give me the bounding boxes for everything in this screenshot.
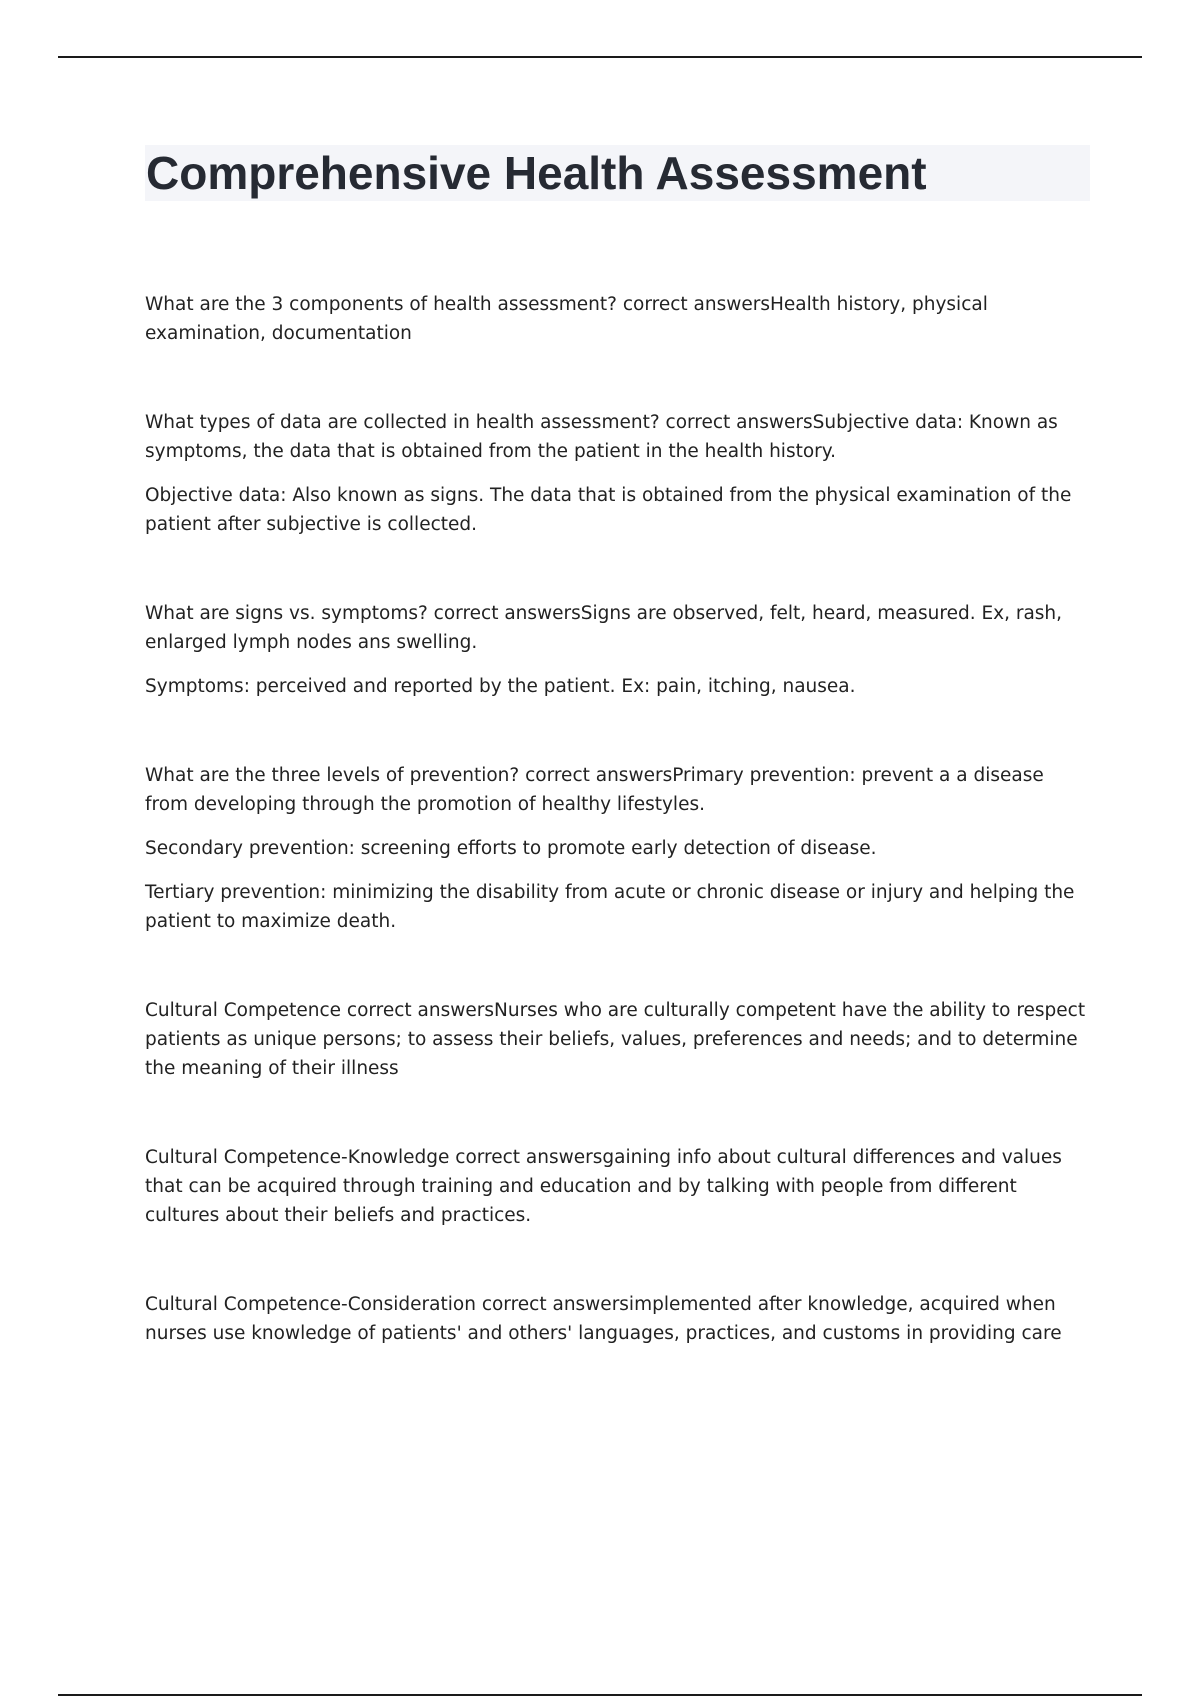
qa-paragraph: Cultural Competence correct answersNurses who are culturally competent have the ability to respect patients as unique persons; to assess their beliefs, values, preferences and needs; and to determine the meaning of their illness	[145, 1000, 1086, 1079]
qa-content	[145, 290, 1090, 1408]
qa-paragraph: Secondary prevention: screening efforts to promote early detection of disease.	[145, 838, 877, 859]
qa-paragraph: Objective data: Also known as signs. The data that is obtained from the physical examination of the patient after subjective is collected.	[145, 485, 1072, 535]
qa-paragraph: What are the 3 components of health assessment? correct answersHealth history, physical examination, documentation	[145, 294, 988, 344]
footer-rule	[58, 1694, 1142, 1696]
qa-paragraph: Tertiary prevention: minimizing the disability from acute or chronic disease or injury and helping the patient to maximize death.	[145, 882, 1075, 932]
qa-paragraph: Cultural Competence-Consideration correct answersimplemented after knowledge, acquired when nurses use knowledge of patients' and others' languages, practices, and customs in providing care	[145, 1294, 1062, 1344]
qa-entry-components	[145, 290, 1090, 348]
qa-paragraph: What are signs vs. symptoms? correct answersSigns are observed, felt, heard, measured. Ex, rash, enlarged lymph nodes ans swelling.	[145, 603, 1063, 653]
qa-entry-prevention-levels	[145, 761, 1090, 936]
qa-entry-data-types	[145, 408, 1090, 539]
qa-paragraph: Symptoms: perceived and reported by the patient. Ex: pain, itching, nausea.	[145, 676, 856, 697]
document-title: Comprehensive Health Assessment	[146, 147, 927, 199]
qa-entry-cultural-competence	[145, 996, 1090, 1083]
qa-paragraph: What are the three levels of prevention? correct answersPrimary prevention: prevent a a disease from developing through the promotion of healthy lifestyles.	[145, 765, 1044, 815]
qa-paragraph: What types of data are collected in health assessment? correct answersSubjective data: Known as symptoms, the data that is obtained from the patient in the health history.	[145, 412, 1058, 462]
qa-entry-cultural-consideration	[145, 1290, 1090, 1348]
qa-entry-signs-symptoms	[145, 599, 1090, 701]
qa-entry-cultural-knowledge	[145, 1143, 1090, 1230]
qa-paragraph: Cultural Competence-Knowledge correct answersgaining info about cultural differences and values that can be acquired through training and education and by talking with people from different cultures about their beliefs and practices.	[145, 1147, 1062, 1226]
header-rule	[58, 56, 1142, 58]
